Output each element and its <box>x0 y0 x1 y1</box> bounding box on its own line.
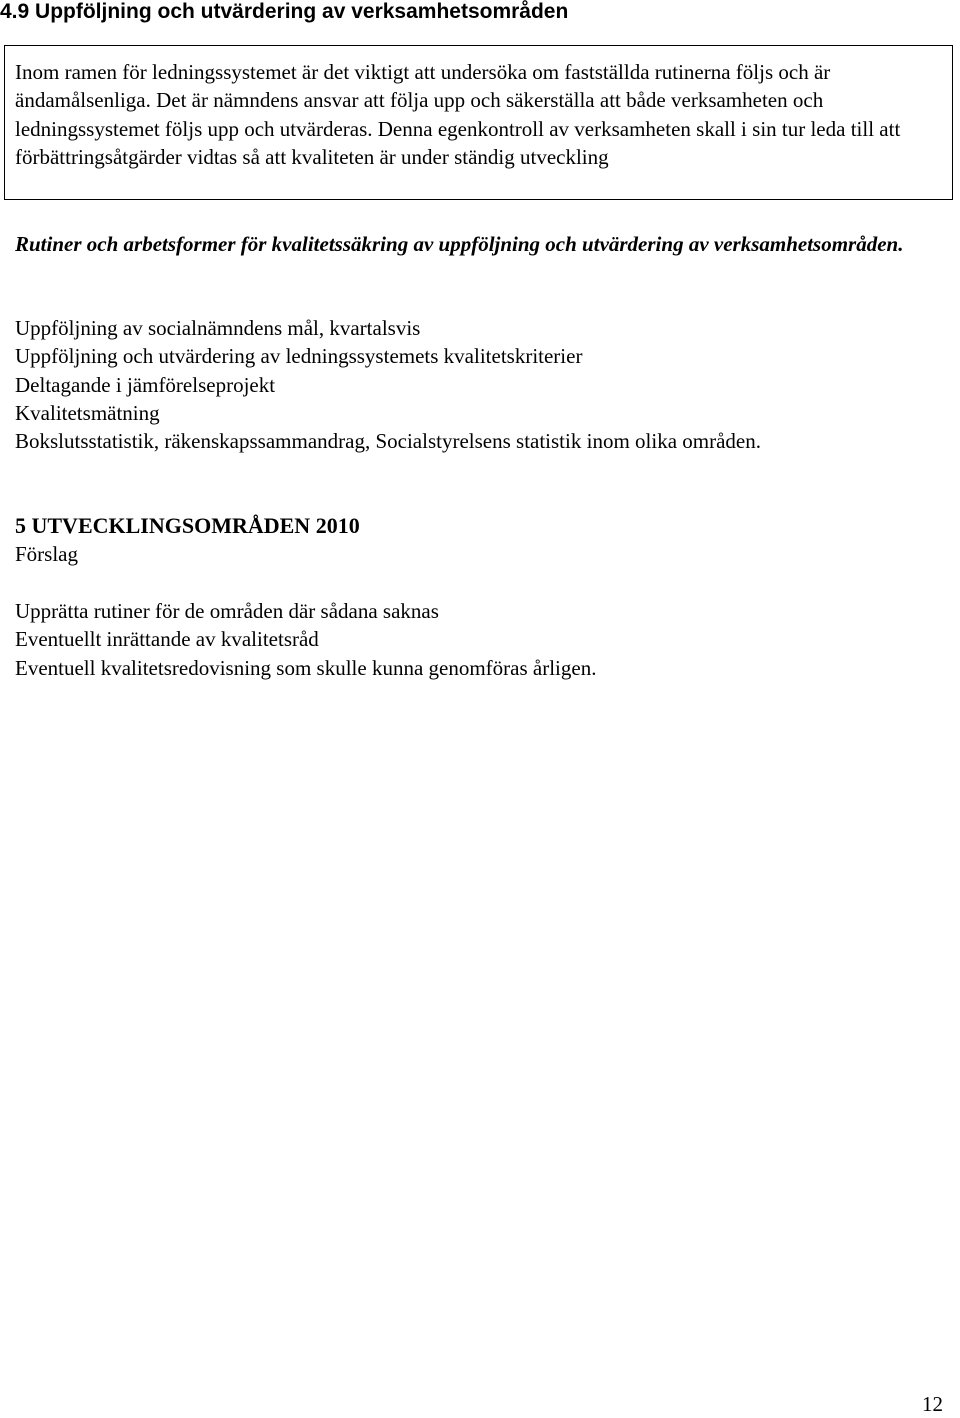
chapter-heading: 5 UTVECKLINGSOMRÅDEN 2010 <box>15 513 360 538</box>
list-item: Deltagande i jämförelseprojekt <box>15 372 276 397</box>
list-item: Uppföljning och utvärdering av ledningssystemets kvalitetskriterier <box>15 344 583 369</box>
page-number: 12 <box>922 1392 943 1416</box>
list-item: Eventuell kvalitetsredovisning som skulle kunna genomföras årligen. <box>15 655 597 680</box>
list-item: Upprätta rutiner för de områden där sådana saknas <box>15 599 439 623</box>
routines-list <box>15 314 761 455</box>
section-heading: 4.9 Uppföljning och utvärdering av verksamhetsområden <box>0 0 569 23</box>
list-item: Bokslutsstatistik, räkenskapssammandrag, Socialstyrelsens statistik inom olika områden. <box>15 429 761 454</box>
intro-paragraph: Inom ramen för ledningssystemet är det viktigt att undersöka om fastställda rutinerna följs och är ändamålsenliga. Det är nämndens ansvar att följa upp och säkerställa att både verksamheten och ledningssystemet följs upp och utvärderas. Denna egenkontroll av verksamheten skall i sin tur leda till att förbättringsåtgärder vidtas så att kvaliteten är under ständig utveckling <box>15 60 901 169</box>
proposal-label: Förslag <box>15 542 78 566</box>
list-item: Kvalitetsmätning <box>15 400 160 425</box>
proposals-list <box>15 597 596 682</box>
list-item: Eventuellt inrättande av kvalitetsråd <box>15 627 319 652</box>
list-item: Uppföljning av socialnämndens mål, kvartalsvis <box>15 316 421 340</box>
routines-subheading: Rutiner och arbetsformer för kvalitetssäkring av uppföljning och utvärdering av verksamhetsområden. <box>15 232 904 256</box>
